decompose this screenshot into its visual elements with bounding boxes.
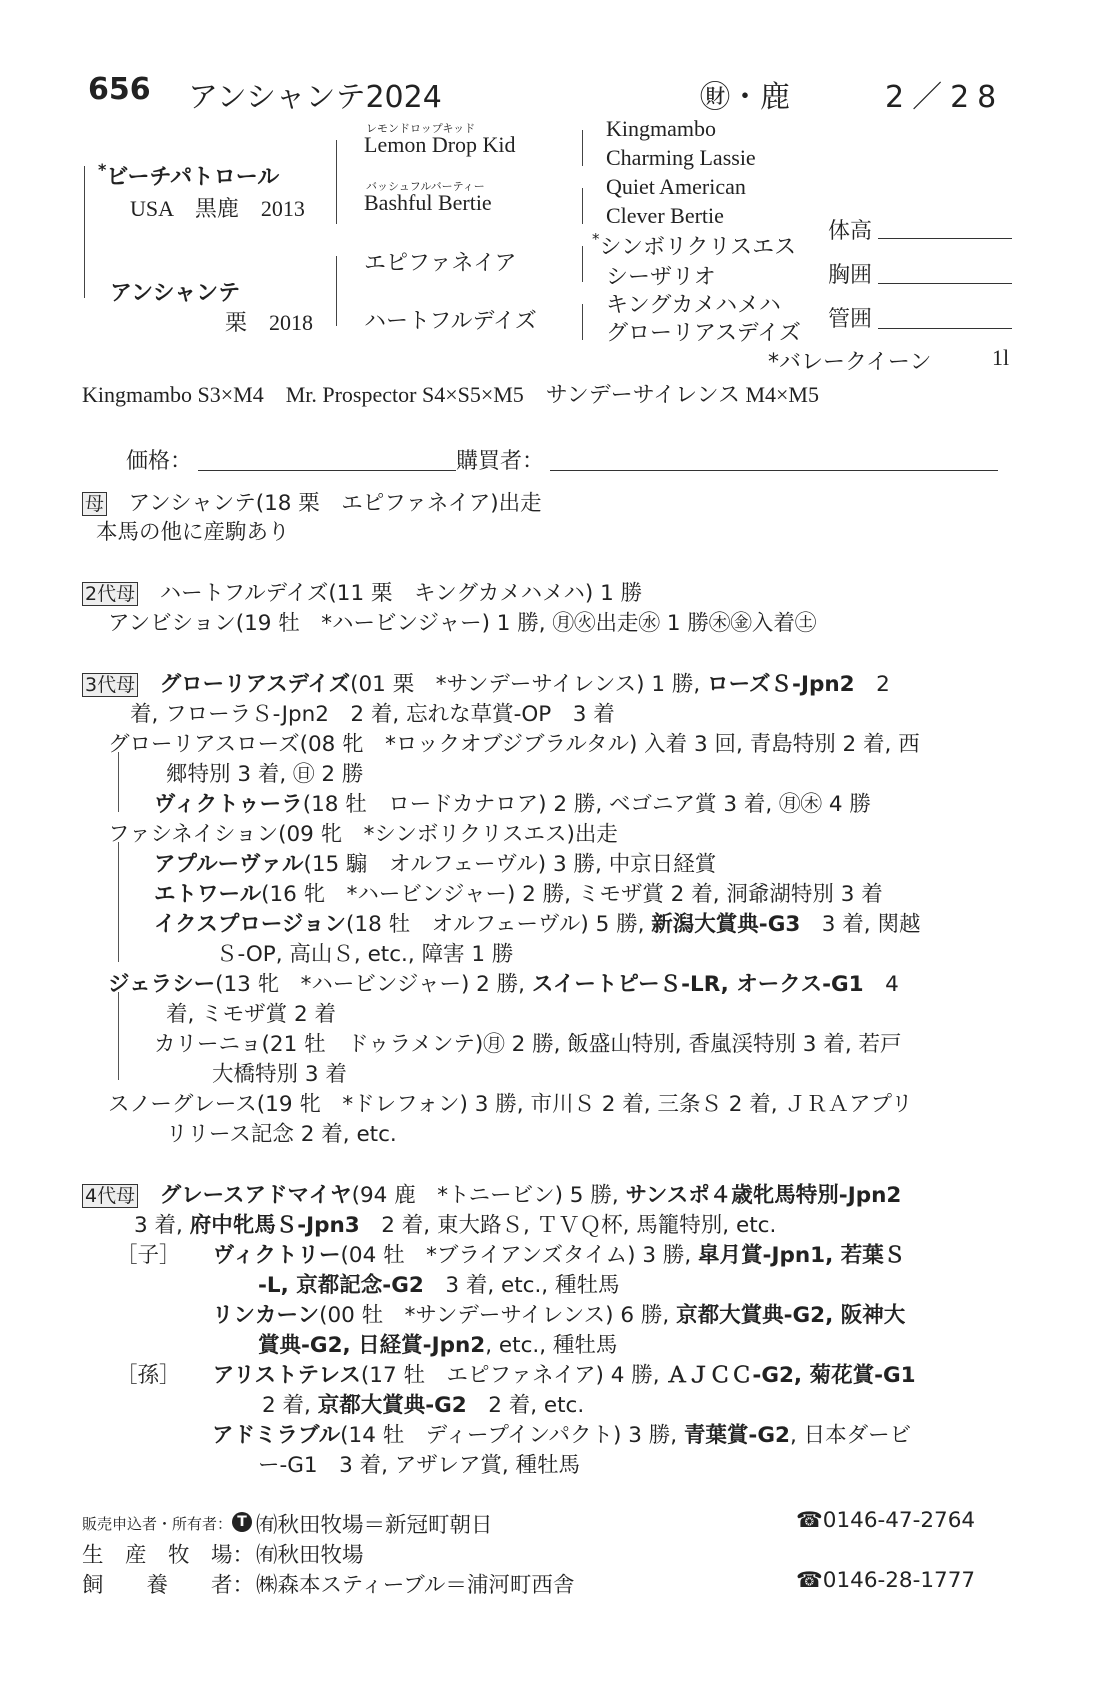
bracket: [84, 232, 85, 298]
fourth-dam-row-0: 4代母 グレースアドマイヤ(94 鹿 *トニービン) 5 勝, サンスポ４歳牝馬特別-Jpn2: [82, 1178, 901, 1209]
gen3-1: Kingmambo: [606, 116, 716, 141]
height-field[interactable]: [878, 238, 1012, 239]
gen3-8: グローリアスデイズ: [606, 321, 801, 346]
fourth-dam-row-5: 賞典-G2, 日経賞-Jpn2, etc., 種牡馬: [258, 1333, 618, 1358]
third-dam-row-12: カリーニョ(21 牡 ドゥラメンテ)㊊ 2 勝, 飯盛山特別, 香嵐渓特別 3 着, 若戸: [154, 1032, 902, 1057]
seller-phone: ☎0146-47-2764: [796, 1508, 976, 1533]
breeder-name: ㈲秋田牧場: [256, 1543, 364, 1568]
chest-field[interactable]: [878, 283, 1012, 284]
tree-line: [118, 752, 119, 812]
gen3-7: キングカメハメハ: [606, 293, 781, 318]
dam-info: 栗 2018: [225, 310, 314, 335]
third-dam-row-8: イクスプロージョン(18 牡 オルフェーヴル) 5 勝, 新潟大賞典-G3 3 着, 関越: [154, 912, 921, 937]
fourth-dam-row-9: ー-G1 3 着, アザレア賞, 種牡馬: [258, 1453, 581, 1478]
bracket: [336, 256, 337, 298]
third-dam-row-10: ジェラシー(13 牝 *ハービンジャー) 2 勝, スイートピーＳ-LR, オークス-G1 4: [108, 972, 899, 997]
buyer-label: 購買者：: [456, 449, 545, 474]
fourth-dam-row-8: アドミラブル(14 牡 ディープインパクト) 3 勝, 青葉賞-G2, 日本ダービ: [212, 1423, 912, 1448]
third-dam-row-14: スノーグレース(19 牝 *ドレフォン) 3 勝, 市川Ｓ 2 着, 三条Ｓ 2 着, ＪＲＡアプリ: [108, 1092, 913, 1117]
second-dam-line-2: アンビション(19 牡 *ハービンジャー) 1 勝, ㊊㊋出走㊌ 1 勝㊍㊎入着㊏: [108, 611, 817, 636]
seller-label: 販売申込者・所有者：: [82, 1515, 233, 1533]
bracket: [84, 166, 85, 232]
third-dam-row-15: リリース記念 2 着, etc.: [166, 1122, 397, 1147]
bracket: [336, 298, 337, 326]
sex-color: ㊖・鹿: [700, 80, 790, 115]
third-dam-row-0: 3代母 グローリアスデイズ(01 栗 *サンデーサイレンス) 1 勝, ローズＳ-Jpn2 2: [82, 667, 890, 698]
sire-sire: Lemon Drop Kid: [364, 132, 516, 157]
tree-line: [118, 842, 119, 962]
trainer-phone: ☎0146-28-1777: [796, 1568, 976, 1593]
fourth-dam-row-7: 2 着, 京都大賞典-G2 2 着, etc.: [262, 1393, 585, 1418]
extra-line-number: 1l: [992, 345, 1010, 370]
tree-line: [118, 992, 119, 1080]
second-dam-label: 2代母: [82, 582, 138, 606]
second-dam-line-1: ハートフルデイズ(11 栗 キングカメハメハ) 1 勝: [159, 581, 643, 606]
bracket: [582, 188, 583, 224]
height-label: 体高: [828, 219, 873, 244]
extra-line-name: *バレークイーン: [768, 350, 932, 375]
gen3-4: Clever Bertie: [606, 203, 724, 228]
third-dam-row-3: 郷特別 3 着, ㊐ 2 勝: [166, 762, 364, 787]
price-label: 価格：: [126, 449, 193, 474]
fourth-dam-row-2: ［子］ ヴィクトリー(04 牡 *ブライアンズタイム) 3 勝, 皐月賞-Jpn1, 若葉Ｓ: [116, 1243, 906, 1268]
dam-sire: エピファネイア: [364, 251, 517, 276]
trainer-label: 飼 養 者：: [82, 1573, 255, 1598]
trainer-name: ㈱森本スティーブル＝浦河町西舎: [256, 1573, 575, 1598]
third-dam-row-5: ファシネイション(09 牝 *シンボリクリスエス)出走: [108, 822, 618, 847]
price-field[interactable]: [198, 470, 456, 471]
cannon-label: 管囲: [828, 307, 873, 332]
fourth-dam-row-1: 3 着, 府中牝馬Ｓ-Jpn3 2 着, 東大路Ｓ, ＴＶＱ杯, 馬籠特別, etc.: [134, 1213, 777, 1238]
cannon-field[interactable]: [878, 328, 1012, 329]
second-dam-section: [82, 576, 642, 607]
buyer-field[interactable]: [550, 470, 998, 471]
dam-line-1: アンシャンテ(18 栗 エピファネイア)出走: [128, 491, 542, 516]
dam-dam: ハートフルデイズ: [364, 309, 537, 334]
sire-sire-ruby: レモンドロップキッド: [366, 122, 476, 135]
birth-date: 2／28: [885, 80, 1005, 115]
chest-label: 胸囲: [828, 263, 873, 288]
inbreeding: Kingmambo S3×M4 Mr. Prospector S4×S5×M5 サンデーサイレンス M4×M5: [82, 382, 819, 407]
sire-name: *ビーチパトロール: [98, 160, 280, 190]
sire-origin: USA 黒鹿 2013: [130, 196, 305, 221]
dam-name: アンシャンテ: [110, 281, 241, 306]
third-dam-row-13: 大橋特別 3 着: [212, 1062, 347, 1087]
fourth-dam-row-3: -L, 京都記念-G2 3 着, etc., 種牡馬: [258, 1273, 620, 1298]
third-dam-label: 3代母: [82, 673, 138, 697]
fourth-dam-label: 4代母: [82, 1184, 138, 1208]
third-dam-row-4: ヴィクトゥーラ(18 牡 ロードカナロア) 2 勝, ベゴニア賞 3 着, ㊊㊍ 4 勝: [154, 792, 871, 817]
trade-mark-icon: T: [232, 1512, 252, 1532]
third-dam-row-11: 着, ミモザ賞 2 着: [166, 1002, 337, 1027]
third-dam-row-9: Ｓ-OP, 高山Ｓ, etc., 障害 1 勝: [216, 942, 514, 967]
fourth-dam-row-4: リンカーン(00 牡 *サンデーサイレンス) 6 勝, 京都大賞典-G2, 阪神大: [212, 1303, 906, 1328]
dam-section-label: 母: [82, 492, 107, 516]
sire-dam: Bashful Bertie: [364, 190, 492, 215]
dam-line-2: 本馬の他に産駒あり: [96, 520, 290, 545]
third-dam-row-6: アプルーヴァル(15 騸 オルフェーヴル) 3 勝, 中京日経賞: [154, 852, 717, 877]
gen3-5: *シンボリクリスエス: [592, 230, 797, 260]
bracket: [336, 140, 337, 182]
third-dam-row-1: 着, フローラＳ-Jpn2 2 着, 忘れな草賞-OP 3 着: [130, 702, 615, 727]
bracket: [336, 182, 337, 224]
bracket: [582, 130, 583, 166]
horse-name: アンシャンテ2024: [188, 80, 442, 115]
bracket: [582, 304, 583, 340]
lot-number: 656: [88, 72, 151, 107]
dam-section: [82, 486, 542, 517]
fourth-dam-row-6: ［孫］ アリストテレス(17 牡 エピファネイア) 4 勝, ＡＪＣＣ-G2, 菊花賞-G1: [116, 1363, 916, 1388]
bracket: [582, 246, 583, 282]
third-dam-row-2: グローリアスローズ(08 牝 *ロックオブジブラルタル) 入着 3 回, 青島特別 2 着, 西: [108, 732, 920, 757]
gen3-2: Charming Lassie: [606, 145, 756, 170]
seller-name: ㈲秋田牧場＝新冠町朝日: [256, 1513, 493, 1538]
sire-dam-ruby: バッシュフルバーティー: [366, 180, 485, 193]
gen3-6: シーザリオ: [606, 265, 716, 290]
breeder-label: 生 産 牧 場：: [82, 1543, 255, 1568]
third-dam-row-7: エトワール(16 牝 *ハービンジャー) 2 勝, ミモザ賞 2 着, 洞爺湖特別 3 着: [154, 882, 883, 907]
gen3-3: Quiet American: [606, 174, 746, 199]
